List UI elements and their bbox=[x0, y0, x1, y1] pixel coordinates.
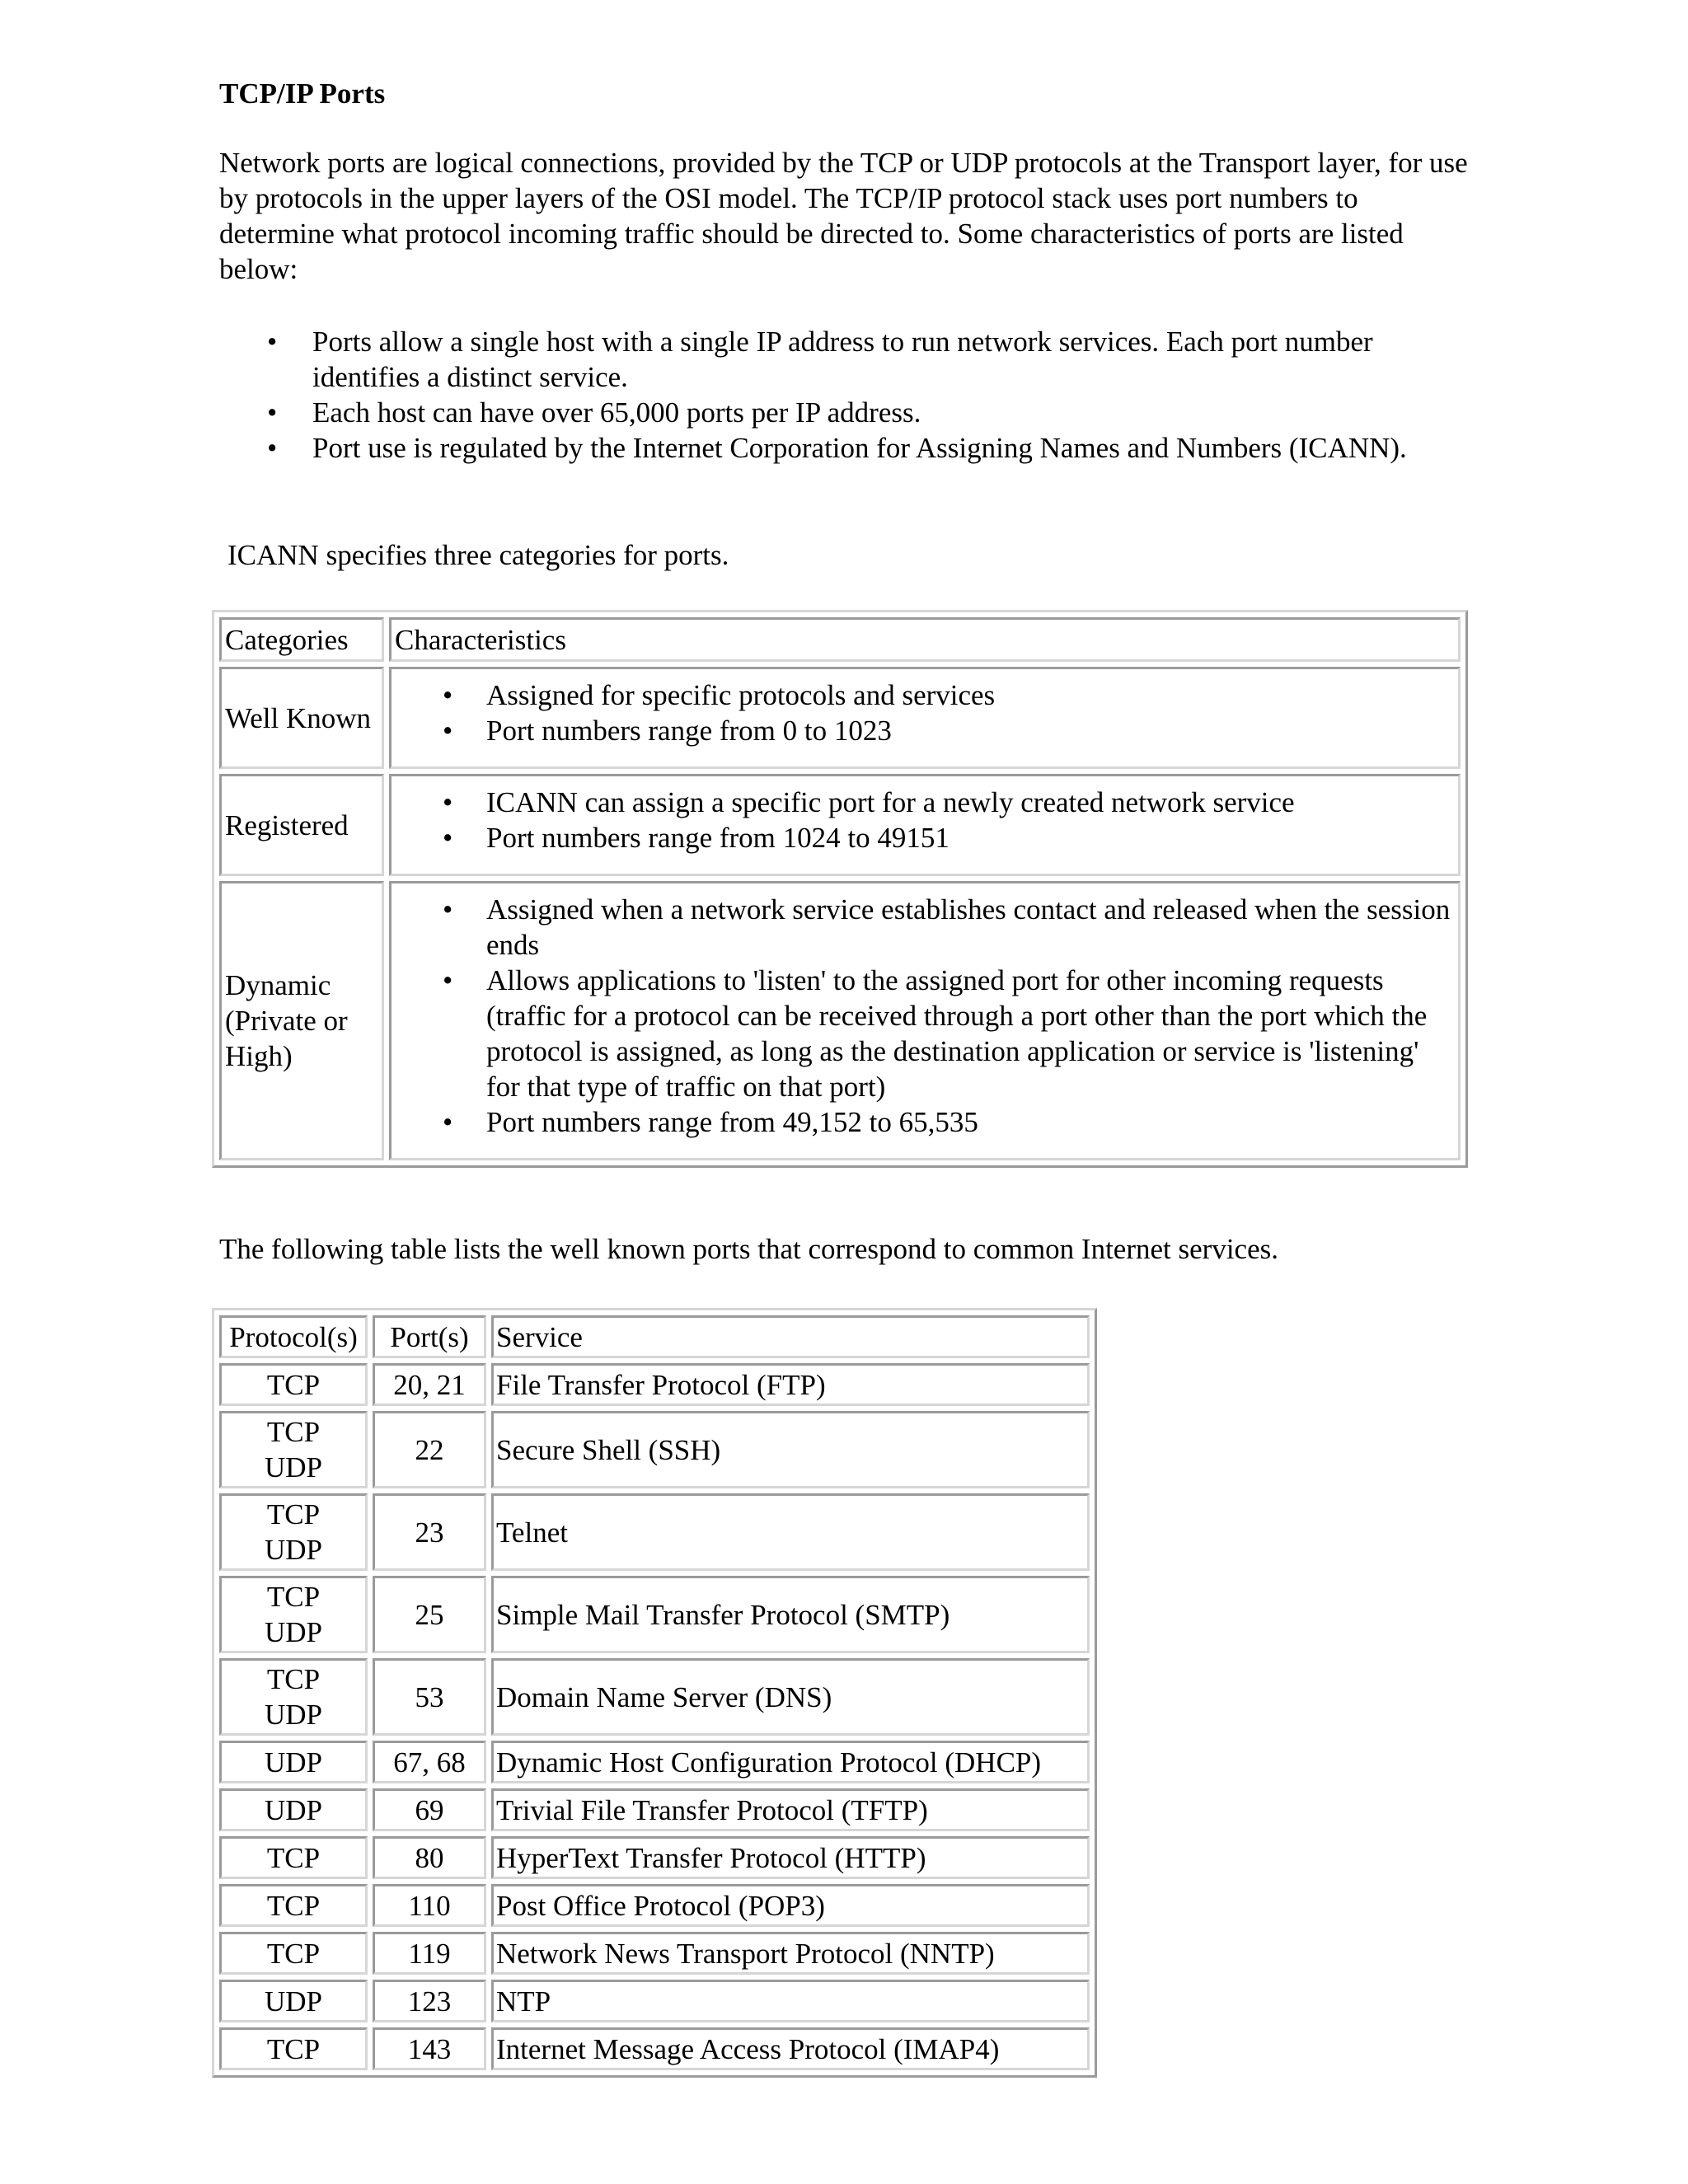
protocol-cell bbox=[219, 1411, 368, 1488]
list-item: • Assigned when a network service establishes contact and released when the session ends bbox=[395, 892, 1455, 963]
protocol-name: UDP bbox=[264, 1985, 323, 2018]
port-number: 123 bbox=[373, 1980, 486, 2022]
service-name: Network News Transport Protocol (NNTP) bbox=[491, 1932, 1090, 1975]
header-service: Service bbox=[491, 1315, 1090, 1358]
well-known-ports-table bbox=[212, 1308, 1097, 2078]
port-number: 80 bbox=[373, 1836, 486, 1879]
protocol-cell bbox=[219, 1932, 368, 1975]
port-number: 69 bbox=[373, 1788, 486, 1831]
table-row bbox=[219, 1741, 1090, 1783]
table-row bbox=[219, 1363, 1090, 1406]
header-characteristics: Characteristics bbox=[389, 617, 1461, 662]
ports-table-intro: The following table lists the well known ports that correspond to common Internet services. bbox=[219, 1233, 1278, 1265]
document-title: TCP/IP Ports bbox=[219, 77, 386, 110]
categories-table bbox=[212, 610, 1468, 1168]
table-row bbox=[219, 1658, 1090, 1736]
list-item: • Port numbers range from 49,152 to 65,535 bbox=[395, 1104, 1455, 1140]
list-item: • Allows applications to 'listen' to the assigned port for other incoming requests (traffic for a protocol can be received through a port other than the port which the protocol is assigned, as long as the destination application or service is 'listening' for that type of traffic on that port) bbox=[395, 963, 1455, 1104]
service-name: Internet Message Access Protocol (IMAP4) bbox=[491, 2027, 1090, 2070]
list-item: • Ports allow a single host with a single IP address to run network services. Each port number identifies a distinct service. bbox=[219, 324, 1472, 395]
protocol-cell bbox=[219, 2027, 368, 2070]
protocol-cell bbox=[219, 1658, 368, 1736]
category-name: Registered bbox=[219, 774, 384, 876]
protocol-name: TCP bbox=[266, 1581, 321, 1613]
table-row bbox=[219, 667, 1461, 769]
protocol-name: UDP bbox=[264, 1793, 323, 1826]
list-item: • Port numbers range from 0 to 1023 bbox=[395, 713, 1455, 748]
table-row bbox=[219, 774, 1461, 876]
table-row bbox=[219, 1932, 1090, 1975]
protocol-name: TCP bbox=[266, 1368, 321, 1401]
characteristics-list bbox=[395, 785, 1455, 855]
protocol-name: TCP bbox=[266, 1416, 321, 1448]
protocol-cell bbox=[219, 1576, 368, 1653]
port-number: 110 bbox=[373, 1884, 486, 1927]
table-row bbox=[219, 1788, 1090, 1831]
header-categories: Categories bbox=[219, 617, 384, 662]
protocol-cell bbox=[219, 1836, 368, 1879]
category-name: Dynamic (Private or High) bbox=[219, 881, 384, 1160]
service-name: Simple Mail Transfer Protocol (SMTP) bbox=[491, 1576, 1090, 1653]
characteristics-list bbox=[219, 324, 1472, 466]
port-number: 23 bbox=[373, 1493, 486, 1571]
list-item: • Port numbers range from 1024 to 49151 bbox=[395, 820, 1455, 855]
protocol-name: TCP bbox=[266, 1663, 321, 1695]
service-name: NTP bbox=[491, 1980, 1090, 2022]
service-name: Telnet bbox=[491, 1493, 1090, 1571]
category-characteristics bbox=[389, 774, 1461, 876]
table-header-row bbox=[219, 1315, 1090, 1358]
protocol-cell bbox=[219, 1980, 368, 2022]
category-characteristics bbox=[389, 881, 1461, 1160]
service-name: Secure Shell (SSH) bbox=[491, 1411, 1090, 1488]
port-number: 143 bbox=[373, 2027, 486, 2070]
table-row bbox=[219, 1980, 1090, 2022]
service-name: HyperText Transfer Protocol (HTTP) bbox=[491, 1836, 1090, 1879]
service-name: Dynamic Host Configuration Protocol (DHCP) bbox=[491, 1741, 1090, 1783]
characteristics-list bbox=[395, 892, 1455, 1140]
table-row bbox=[219, 1836, 1090, 1879]
list-item: • Each host can have over 65,000 ports per IP address. bbox=[219, 395, 1472, 430]
protocol-name: UDP bbox=[264, 1534, 323, 1566]
protocol-name: UDP bbox=[264, 1699, 323, 1731]
port-number: 22 bbox=[373, 1411, 486, 1488]
protocol-name: TCP bbox=[266, 1937, 321, 1970]
protocol-name: UDP bbox=[264, 1616, 323, 1648]
service-name: Trivial File Transfer Protocol (TFTP) bbox=[491, 1788, 1090, 1831]
table-row bbox=[219, 2027, 1090, 2070]
protocol-cell bbox=[219, 1363, 368, 1406]
protocol-cell bbox=[219, 1788, 368, 1831]
category-characteristics bbox=[389, 667, 1461, 769]
list-item: • ICANN can assign a specific port for a newly created network service bbox=[395, 785, 1455, 820]
table-row bbox=[219, 1493, 1090, 1571]
service-name: Post Office Protocol (POP3) bbox=[491, 1884, 1090, 1927]
protocol-name: TCP bbox=[266, 2032, 321, 2065]
table-row bbox=[219, 1884, 1090, 1927]
protocol-cell bbox=[219, 1741, 368, 1783]
table-row bbox=[219, 1576, 1090, 1653]
protocol-name: UDP bbox=[264, 1451, 323, 1483]
protocol-cell bbox=[219, 1884, 368, 1927]
port-number: 53 bbox=[373, 1658, 486, 1736]
category-name: Well Known bbox=[219, 667, 384, 769]
port-number: 20, 21 bbox=[373, 1363, 486, 1406]
list-item: • Port use is regulated by the Internet Corporation for Assigning Names and Numbers (ICANN). bbox=[219, 430, 1472, 466]
service-name: Domain Name Server (DNS) bbox=[491, 1658, 1090, 1736]
header-protocols: Protocol(s) bbox=[219, 1315, 368, 1358]
table-header-row bbox=[219, 617, 1461, 662]
list-item: • Assigned for specific protocols and services bbox=[395, 677, 1455, 713]
protocol-name: TCP bbox=[266, 1889, 321, 1922]
port-number: 119 bbox=[373, 1932, 486, 1975]
characteristics-list bbox=[395, 677, 1455, 748]
protocol-name: TCP bbox=[266, 1841, 321, 1874]
port-number: 25 bbox=[373, 1576, 486, 1653]
protocol-name: TCP bbox=[266, 1498, 321, 1530]
intro-paragraph: Network ports are logical connections, provided by the TCP or UDP protocols at the Transport layer, for use by protocols in the upper layers of the OSI model. The TCP/IP protocol stack uses port numbers to determine what protocol incoming traffic should be directed to. Some characteristics of ports are listed below: bbox=[219, 147, 1468, 285]
table-row bbox=[219, 1411, 1090, 1488]
header-ports: Port(s) bbox=[373, 1315, 486, 1358]
port-number: 67, 68 bbox=[373, 1741, 486, 1783]
protocol-cell bbox=[219, 1493, 368, 1571]
table-row bbox=[219, 881, 1461, 1160]
protocol-name: UDP bbox=[264, 1746, 323, 1779]
icann-categories-sentence: ICANN specifies three categories for ports. bbox=[227, 539, 729, 571]
service-name: File Transfer Protocol (FTP) bbox=[491, 1363, 1090, 1406]
